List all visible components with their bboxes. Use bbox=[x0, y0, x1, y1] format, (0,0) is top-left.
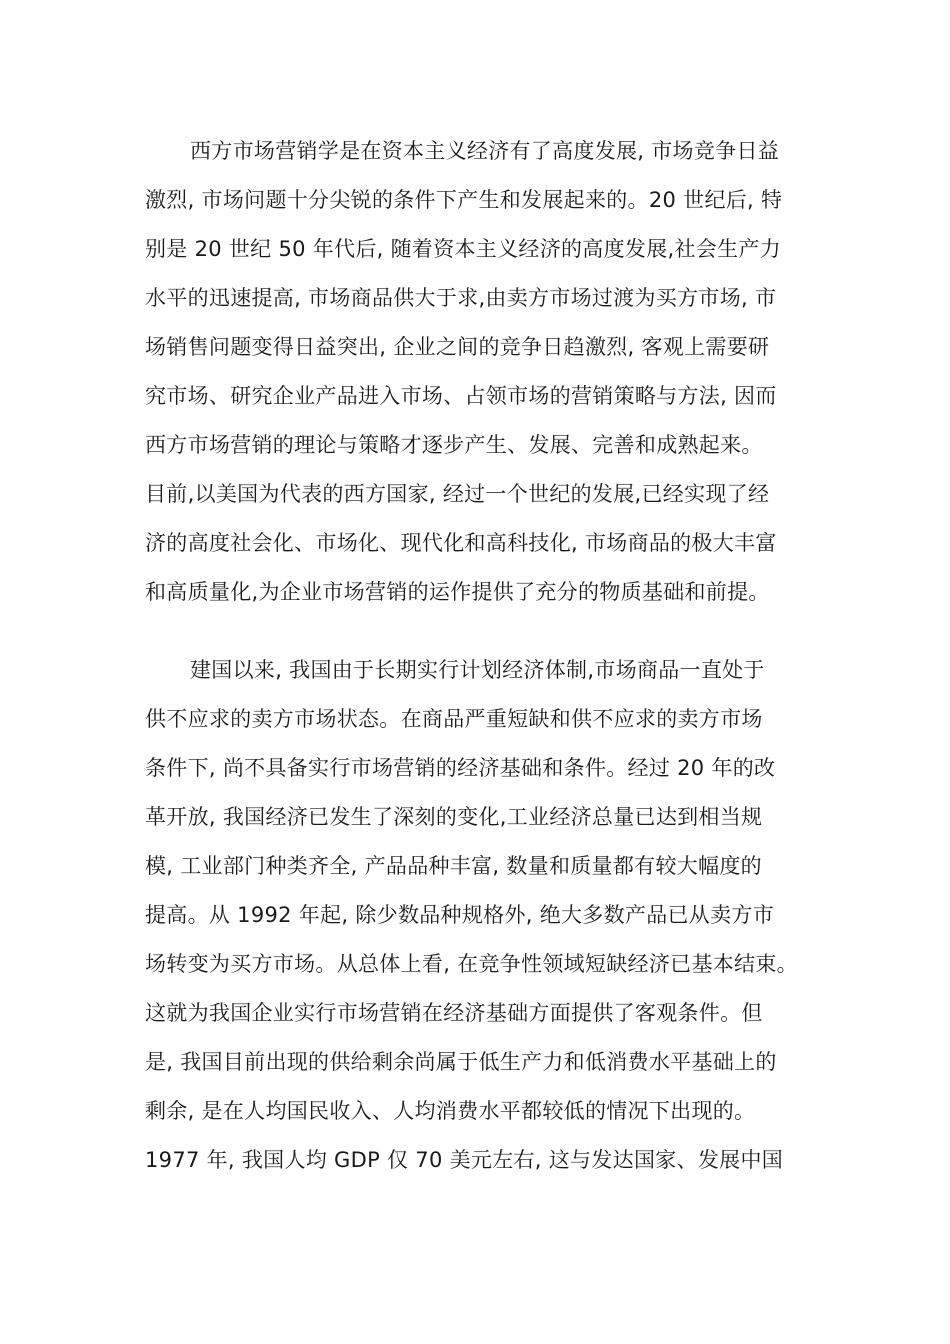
paragraph-2-line-3: 条件下, 尚不具备实行市场营销的经济基础和条件。经过 20 年的改 bbox=[145, 756, 776, 780]
paragraph-2-line-4: 革开放, 我国经济已发生了深刻的变化,工业经济总量已达到相当规 bbox=[145, 805, 763, 829]
paragraph-2-line-10: 剩余, 是在人均国民收入、人均消费水平都较低的情况下出现的。 bbox=[145, 1099, 756, 1123]
paragraph-2-line-8: 这就为我国企业实行市场营销在经济基础方面提供了客观条件。但 bbox=[145, 1001, 763, 1025]
paragraph-1-line-1: 西方市场营销学是在资本主义经济有了高度发展, 市场竞争日益 bbox=[190, 139, 780, 163]
paragraph-1-line-5: 场销售问题变得日益突出, 企业之间的竞争日趋激烈, 客观上需要研 bbox=[145, 335, 770, 359]
paragraph-1-line-4: 水平的迅速提高, 市场商品供大于求,由卖方市场过渡为买方市场, 市 bbox=[145, 286, 777, 310]
paragraph-2-line-6: 提高。从 1992 年起, 除少数品种规格外, 绝大多数产品已从卖方市 bbox=[145, 903, 774, 927]
paragraph-2-line-11: 1977 年, 我国人均 GDP 仅 70 美元左右, 这与发达国家、发展中国 bbox=[145, 1148, 784, 1172]
paragraph-1-line-8: 目前,以美国为代表的西方国家, 经过一个世纪的发展,已经实现了经 bbox=[145, 482, 770, 506]
paragraph-2-line-7: 场转变为买方市场。从总体上看, 在竞争性领域短缺经济已基本结束。 bbox=[145, 952, 798, 976]
paragraph-2-line-5: 模, 工业部门种类齐全, 产品品种丰富, 数量和质量都有较大幅度的 bbox=[145, 854, 762, 878]
paragraph-1-line-9: 济的高度社会化、市场化、现代化和高科技化, 市场商品的极大丰富 bbox=[145, 531, 777, 555]
paragraph-2-line-2: 供不应求的卖方市场状态。在商品严重短缺和供不应求的卖方市场 bbox=[145, 707, 763, 731]
paragraph-1-line-2: 激烈, 市场问题十分尖锐的条件下产生和发展起来的。20 世纪后, 特 bbox=[145, 188, 783, 212]
paragraph-2-line-9: 是, 我国目前出现的供给剩余尚属于低生产力和低消费水平基础上的 bbox=[145, 1050, 777, 1074]
paragraph-1-line-7: 西方市场营销的理论与策略才逐步产生、发展、完善和成熟起来。 bbox=[145, 433, 763, 457]
paragraph-1-line-3: 别是 20 世纪 50 年代后, 随着资本主义经济的高度发展,社会生产力 bbox=[145, 237, 781, 261]
paragraph-2-line-1: 建国以来, 我国由于长期实行计划经济体制,市场商品一直处于 bbox=[190, 658, 765, 682]
paragraph-1-line-10: 和高质量化,为企业市场营销的运作提供了充分的物质基础和前提。 bbox=[145, 580, 770, 604]
paragraph-1-line-6: 究市场、研究企业产品进入市场、占领市场的营销策略与方法, 因而 bbox=[145, 384, 777, 408]
